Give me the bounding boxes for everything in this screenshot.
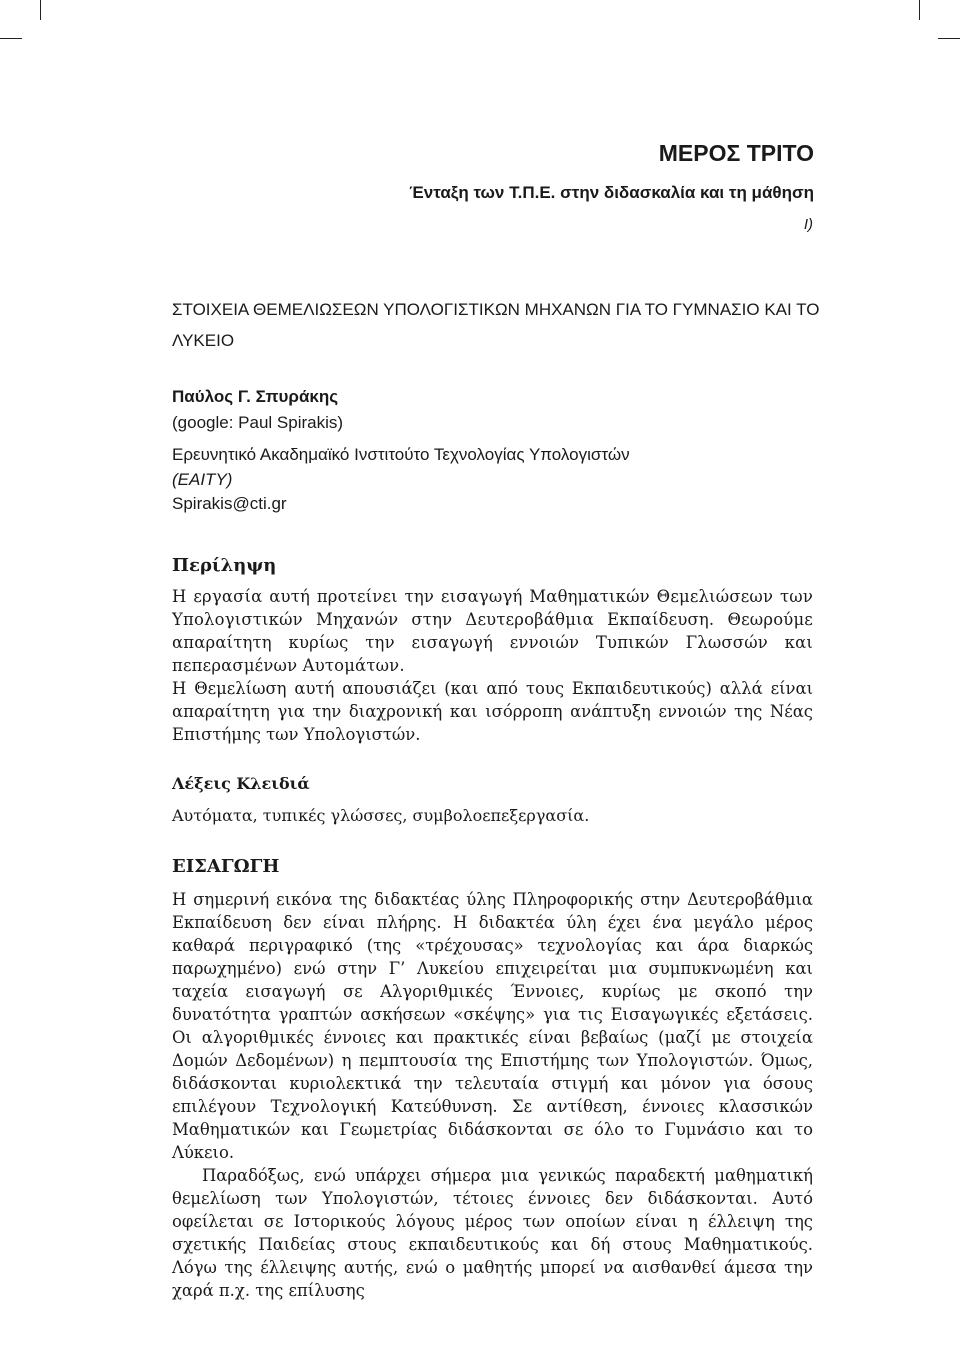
author-email: Spirakis@cti.gr xyxy=(172,494,287,513)
abstract-heading: Περίληψη xyxy=(172,555,277,576)
affiliation-abbr: (ΕΑΙΤΥ) xyxy=(172,470,233,489)
author-name: Παύλος Γ. Σπυράκης xyxy=(172,387,339,406)
crop-mark-right-top xyxy=(938,38,960,39)
part-subtitle: Ένταξη των Τ.Π.Ε. στην διδασκαλία και τη μάθηση xyxy=(409,183,814,202)
introduction-paragraph-2: Παραδόξως, ενώ υπάρχει σήμερα μια γενικώς παραδεκτή μαθηματική θεμελίωση των Υπολογιστών, τέτοιες έννοιες δεν διδάσκονται. Αυτό οφείλεται σε Ιστορικούς λόγους μέρος των οποίων είναι η έλλειψη της σχετικής Παιδείας στους εκπαιδευτικούς και δή στους Μαθηματικούς. Λόγω της έλλειψης αυτής, ενώ ο μαθητής μπορεί να αισθανθεί άμεσα την χαρά π.χ. της επίλυσης xyxy=(172,1166,813,1300)
affiliation: Ερευνητικό Ακαδημαϊκό Ινστιτούτο Τεχνολογίας Υπολογιστών xyxy=(172,445,630,464)
article-title: ΣΤΟΙΧΕΙΑ ΘΕΜΕΛΙΩΣΕΩΝ ΥΠΟΛΟΓΙΣΤΙΚΩΝ ΜΗΧΑΝΩΝ ΓΙΑ ΤΟ ΓΥΜΝΑΣΙΟ ΚΑΙ ΤΟ ΛΥΚΕΙΟ xyxy=(172,300,820,350)
introduction-body xyxy=(172,888,813,1302)
introduction-paragraph-1: Η σημερινή εικόνα της διδακτέας ύλης Πληροφορικής στην Δευτεροβάθμια Εκπαίδευση δεν είναι πλήρης. Η διδακτέα ύλη έχει ένα μεγάλο μέρος καθαρά περιγραφικό (της «τρέχουσας» τεχνολογίας και άρα διαρκώς παρωχημένο) ενώ στην Γ’ Λυκείου επιχειρείται μια συμπυκνωμένη και ταχεία εισαγωγή σε Αλγοριθμικές Έννοιες, κυρίως με σκοπό την δυνατότητα γραπτών ασκήσεων «σκέψης» για τις Εισαγωγικές εξετάσεις. Οι αλγοριθμικές έννοιες και πρακτικές είναι βεβαίως (μαζί με στοιχεία Δομών Δεδομένων) η πεμπτουσία της Επιστήμης των Υπολογιστών. Όμως, διδάσκονται κυριολεκτικά την τελευταία στιγμή και μόνον για όσους επιλέγουν Τεχνολογική Κατεύθυνση. Σε αντίθεση, έννοιες κλασσικών Μαθηματικών και Γεωμετρίας διδάσκονται σε όλο το Γυμνάσιο και το Λύκειο. xyxy=(172,890,813,1162)
abstract-body xyxy=(172,585,813,746)
part-title: ΜΕΡΟΣ ΤΡΙΤΟ xyxy=(658,140,814,166)
crop-mark-top-left xyxy=(40,0,41,20)
keywords-text: Αυτόματα, τυπικές γλώσσες, συμβολοεπεξεργασία. xyxy=(172,806,590,825)
abstract-paragraph-1: Η εργασία αυτή προτείνει την εισαγωγή Μαθηματικών Θεμελιώσεων των Υπολογιστικών Μηχανών στην Δευτεροβάθμια Εκπαίδευση. Θεωρούμε απαραίτητη κυρίως την εισαγωγή εννοιών Τυπικών Γλωσσών και πεπερασμένων Αυτομάτων. xyxy=(172,587,813,675)
introduction-heading: ΕΙΣΑΓΩΓΗ xyxy=(172,856,280,877)
keywords-heading: Λέξεις Κλειδιά xyxy=(172,774,310,793)
author-note: (google: Paul Spirakis) xyxy=(172,413,344,432)
crop-mark-left-top xyxy=(0,38,22,39)
part-number: I) xyxy=(803,216,813,233)
crop-mark-top-right xyxy=(919,0,920,20)
abstract-paragraph-2: Η Θεμελίωση αυτή απουσιάζει (και από τους Εκπαιδευτικούς) αλλά είναι απαραίτητη για την διαχρονική και ισόρροπη ανάπτυξη εννοιών της Νέας Επιστήμης των Υπολογιστών. xyxy=(172,679,813,744)
